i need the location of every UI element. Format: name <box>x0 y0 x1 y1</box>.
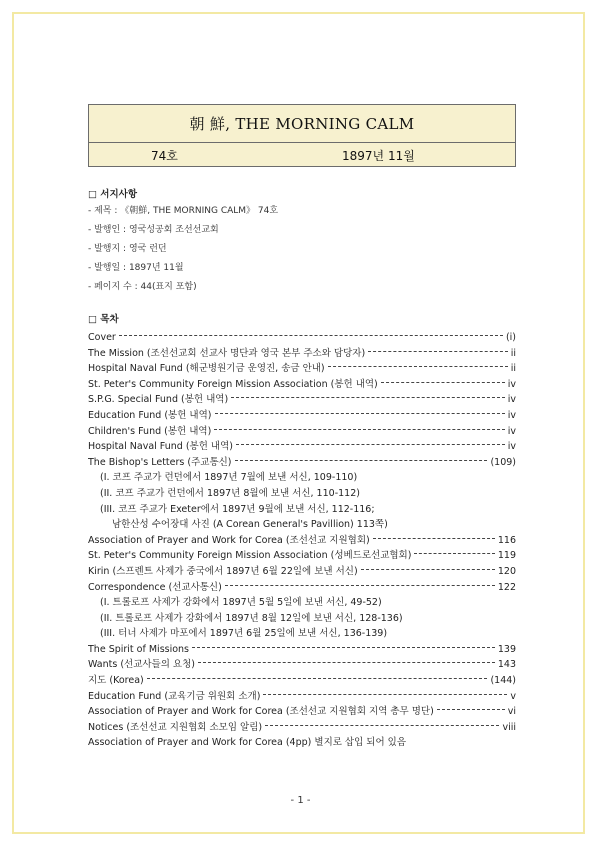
toc-entry-title: (I. 트롤로프 사제가 강화에서 1897년 5월 5일에 보낸 서신, 49-52) <box>100 597 382 609</box>
toc-entry-page: 119 <box>497 550 516 562</box>
bibliography-line: - 발행지 : 영국 런던 <box>88 244 167 254</box>
bibliography-line: - 제목 : 《朝鮮, THE MORNING CALM》 74호 <box>88 206 279 216</box>
toc-entry <box>88 580 516 596</box>
toc-entry-title: The Spirit of Missions <box>88 643 190 655</box>
toc-entry <box>88 439 516 455</box>
toc-entry <box>88 470 516 486</box>
toc-entry-title: (III. 코프 주교가 Exeter에서 1897년 9월에 보낸 서신, 112-116; <box>100 503 375 515</box>
toc-entry <box>88 548 516 564</box>
toc-entry-page: iv <box>507 441 516 453</box>
toc-entry-title: The Mission (조선선교회 선교사 명단과 영국 본부 주소와 담당자) <box>88 347 366 359</box>
toc-leader <box>215 413 505 414</box>
toc-entry <box>88 720 516 736</box>
page-number: - 1 - <box>290 795 311 806</box>
toc-entry-title: Wants (선교사들의 요청) <box>88 659 195 671</box>
toc-entry-title: (I. 코프 주교가 런던에서 1897년 7월에 보낸 서신, 109-110) <box>100 472 358 484</box>
toc-entry <box>88 424 516 440</box>
toc-entry-page: iv <box>507 394 516 406</box>
toc-leader <box>373 538 495 539</box>
toc-entry-page: v <box>510 690 516 702</box>
toc-entry <box>88 502 516 518</box>
toc-leader <box>236 444 505 445</box>
toc-entry <box>88 533 516 549</box>
bibliography-line: - 발행일 : 1897년 11월 <box>88 263 184 273</box>
toc-entry <box>88 673 516 689</box>
issue-row <box>89 143 515 166</box>
toc-entry-page: viii <box>502 721 516 733</box>
toc-entry-title: S.P.G. Special Fund (봉헌 내역) <box>88 394 229 406</box>
toc-entry-page: 122 <box>497 581 516 593</box>
toc-entry-title: Association of Prayer and Work for Corea (조선선교 지원협회 지역 총무 명단) <box>88 706 434 718</box>
issue-date: 1897년 11월 <box>342 149 415 163</box>
toc-entry-title: Children's Fund (봉헌 내역) <box>88 425 212 437</box>
toc-leader <box>368 351 508 352</box>
toc-leader <box>214 429 504 430</box>
toc-entry-title: Association of Prayer and Work for Corea (조선선교 지원협회) <box>88 534 370 546</box>
toc-entry-title: Hospital Naval Fund (해군병원기금 운영진, 송금 안내) <box>88 363 325 375</box>
toc-entry <box>88 346 516 362</box>
title-box <box>88 104 516 167</box>
issue-number: 74호 <box>151 149 178 163</box>
toc-entry-title: Education Fund (교육기금 위원회 소개) <box>88 690 261 702</box>
toc-entry-page: (144) <box>490 675 516 687</box>
toc-entry-title: Association of Prayer and Work for Corea (4pp) 별지로 삽입 되어 있음 <box>88 737 407 749</box>
toc-entry <box>88 735 516 751</box>
toc-heading: □ 목차 <box>88 314 119 325</box>
toc-entry <box>88 626 516 642</box>
toc-leader <box>119 335 503 336</box>
table-of-contents <box>88 330 516 751</box>
toc-entry <box>88 689 516 705</box>
toc-entry-title: St. Peter's Community Foreign Mission Association (봉헌 내역) <box>88 378 378 390</box>
toc-entry-title: St. Peter's Community Foreign Mission Association (성베드로선교협회) <box>88 550 412 562</box>
toc-leader <box>235 460 488 461</box>
toc-entry-title: Correspondence (선교사통신) <box>88 581 222 593</box>
toc-entry-page: (109) <box>490 456 516 468</box>
toc-entry <box>88 642 516 658</box>
toc-entry-page: 139 <box>497 643 516 655</box>
toc-entry-title: Hospital Naval Fund (봉헌 내역) <box>88 441 233 453</box>
toc-entry-title: Notices (조선선교 지원협회 소모임 알림) <box>88 721 263 733</box>
toc-entry-title: 남한산성 수어장대 사진 (A Corean General's Pavillion) 113쪽) <box>112 519 388 531</box>
toc-entry-title: The Bishop's Letters (주교통신) <box>88 456 232 468</box>
toc-entry <box>88 377 516 393</box>
toc-entry-page: 120 <box>497 565 516 577</box>
toc-entry <box>88 330 516 346</box>
toc-entry <box>88 517 516 533</box>
toc-entry <box>88 361 516 377</box>
toc-entry-page: ii <box>510 347 516 359</box>
bibliography-line: - 페이지 수 : 44(표지 포함) <box>88 282 197 292</box>
journal-title: 朝 鮮, THE MORNING CALM <box>89 105 515 143</box>
toc-entry-title: (II. 코프 주교가 런던에서 1897년 8월에 보낸 서신, 110-112) <box>100 487 360 499</box>
toc-leader <box>381 382 505 383</box>
toc-entry-page: 143 <box>497 659 516 671</box>
toc-heading-wrap <box>88 311 119 327</box>
toc-leader <box>231 397 505 398</box>
toc-entry-title: (III. 터너 사제가 마포에서 1897년 6월 25일에 보낸 서신, 136-139) <box>100 628 388 640</box>
bibliography-section <box>88 186 278 297</box>
bibliography-line: - 발행인 : 영국성공회 조선선교회 <box>88 225 219 235</box>
toc-leader <box>263 694 507 695</box>
toc-entry-page: 116 <box>497 534 516 546</box>
toc-leader <box>437 709 505 710</box>
toc-entry <box>88 486 516 502</box>
toc-entry-page: (i) <box>505 332 516 343</box>
toc-entry-title: (II. 트롤로프 사제가 강화에서 1897년 8월 12일에 보낸 서신, 128-136) <box>100 612 403 624</box>
toc-entry-title: 지도 (Korea) <box>88 675 144 687</box>
toc-entry <box>88 392 516 408</box>
toc-entry <box>88 408 516 424</box>
toc-entry <box>88 611 516 627</box>
toc-entry <box>88 455 516 471</box>
toc-entry-title: Kirin (스프렌트 사제가 중국에서 1897년 6월 22일에 보낸 서신) <box>88 565 358 577</box>
toc-entry-title: Education Fund (봉헌 내역) <box>88 409 212 421</box>
toc-entry-page: vi <box>507 706 516 718</box>
toc-entry <box>88 564 516 580</box>
toc-leader <box>265 725 499 726</box>
toc-leader <box>198 662 495 663</box>
toc-leader <box>328 366 508 367</box>
bibliography-heading: □ 서지사항 <box>88 189 137 200</box>
toc-leader <box>414 553 494 554</box>
toc-entry-page: ii <box>510 363 516 375</box>
toc-entry <box>88 595 516 611</box>
toc-entry-title: Cover <box>88 332 116 343</box>
toc-leader <box>361 569 495 570</box>
toc-entry <box>88 657 516 673</box>
toc-entry <box>88 704 516 720</box>
toc-entry-page: iv <box>507 425 516 437</box>
toc-entry-page: iv <box>507 378 516 390</box>
toc-leader <box>225 585 495 586</box>
toc-leader <box>147 678 488 679</box>
toc-leader <box>192 647 495 648</box>
toc-entry-page: iv <box>507 409 516 421</box>
